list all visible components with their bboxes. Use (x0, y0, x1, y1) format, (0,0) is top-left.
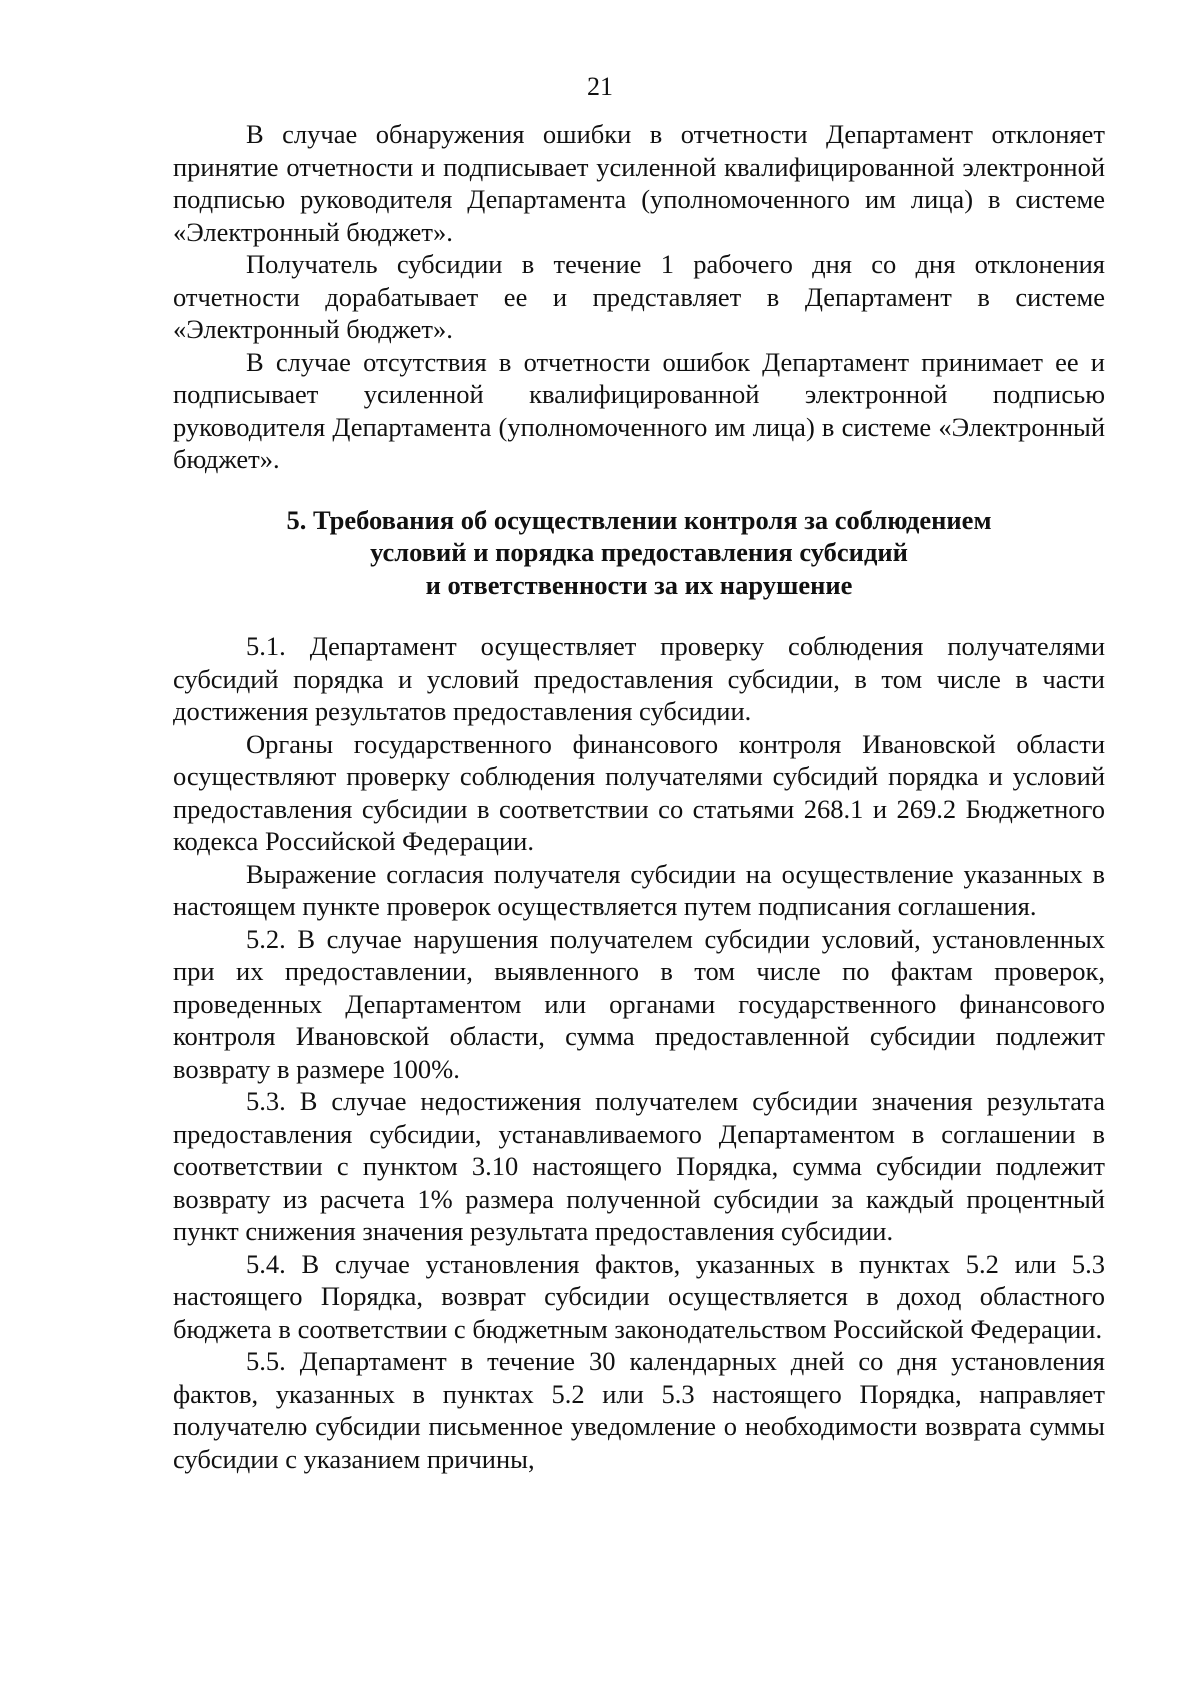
paragraph-financial-control: Органы государственного финансового контроля Ивановской области осуществляют проверку соблюдения получателями субсидий порядка и условий предоставления субсидии в соответствии со статьями 268.1 и 269.2 Бюджетного кодекса Российской Федерации. (173, 728, 1105, 856)
paragraph-5-3: 5.3. В случае недостижения получателем субсидии значения результата предоставления субсидии, устанавливаемого Департаментом в соглашении в соответствии с пунктом 3.10 настоящего Порядка, сумма субсидии подлежит возврату из расчета 1% размера полученной субсидии за каждый процентный пункт снижения значения результата предоставления субсидии. (173, 1086, 1105, 1246)
section-heading-line: условий и порядка предоставления субсидий (370, 537, 908, 567)
section-heading-line: и ответственности за их нарушение (425, 569, 853, 600)
paragraph-consent: Выражение согласия получателя субсидии на осуществление указанных в настоящем пункте проверок осуществляется путем подписания соглашения. (173, 858, 1105, 921)
paragraph-5-1: 5.1. Департамент осуществляет проверку соблюдения получателями субсидий порядка и условий предоставления субсидии, в том числе в части достижения результатов предоставления субсидии. (173, 631, 1105, 726)
paragraph-error-rejection: В случае обнаружения ошибки в отчетности Департамент отклоняет принятие отчетности и подписывает усиленной квалифицированной электронной подписью руководителя Департамента (уполномоченного им лица) в системе «Электронный бюджет». (173, 119, 1105, 247)
paragraph-5-5: 5.5. Департамент в течение 30 календарных дней со дня установления фактов, указанных в пунктах 5.2 или 5.3 настоящего Порядка, направляет получателю субсидии письменное уведомление о необходимости возврата суммы субсидии с указанием причины, (173, 1346, 1105, 1474)
paragraph-revision-deadline: Получатель субсидии в течение 1 рабочего дня со дня отклонения отчетности дорабатывает ее и представляет в Департамент в системе «Электронный бюджет». (173, 249, 1105, 344)
document-body (173, 118, 1105, 1475)
page-number: 21 (587, 72, 613, 101)
paragraph-5-4: 5.4. В случае установления фактов, указанных в пунктах 5.2 или 5.3 настоящего Порядка, возврат субсидии осуществляется в доход областного бюджета в соответствии с бюджетным законодательством Российской Федерации. (173, 1248, 1105, 1344)
paragraph-acceptance: В случае отсутствия в отчетности ошибок Департамент принимает ее и подписывает усиленной квалифицированной электронной подписью руководителя Департамента (уполномоченного им лица) в системе «Электронный бюджет». (173, 346, 1105, 474)
section-heading-line: 5. Требования об осуществлении контроля за соблюдением (286, 504, 992, 535)
paragraph-5-2: 5.2. В случае нарушения получателем субсидии условий, установленных при их предоставлении, выявленного в том числе по фактам проверок, проведенных Департаментом или органами государственного финансового контроля Ивановской области, сумма предоставленной субсидии подлежит возврату в размере 100%. (173, 923, 1105, 1084)
section-5-heading (173, 504, 1105, 602)
